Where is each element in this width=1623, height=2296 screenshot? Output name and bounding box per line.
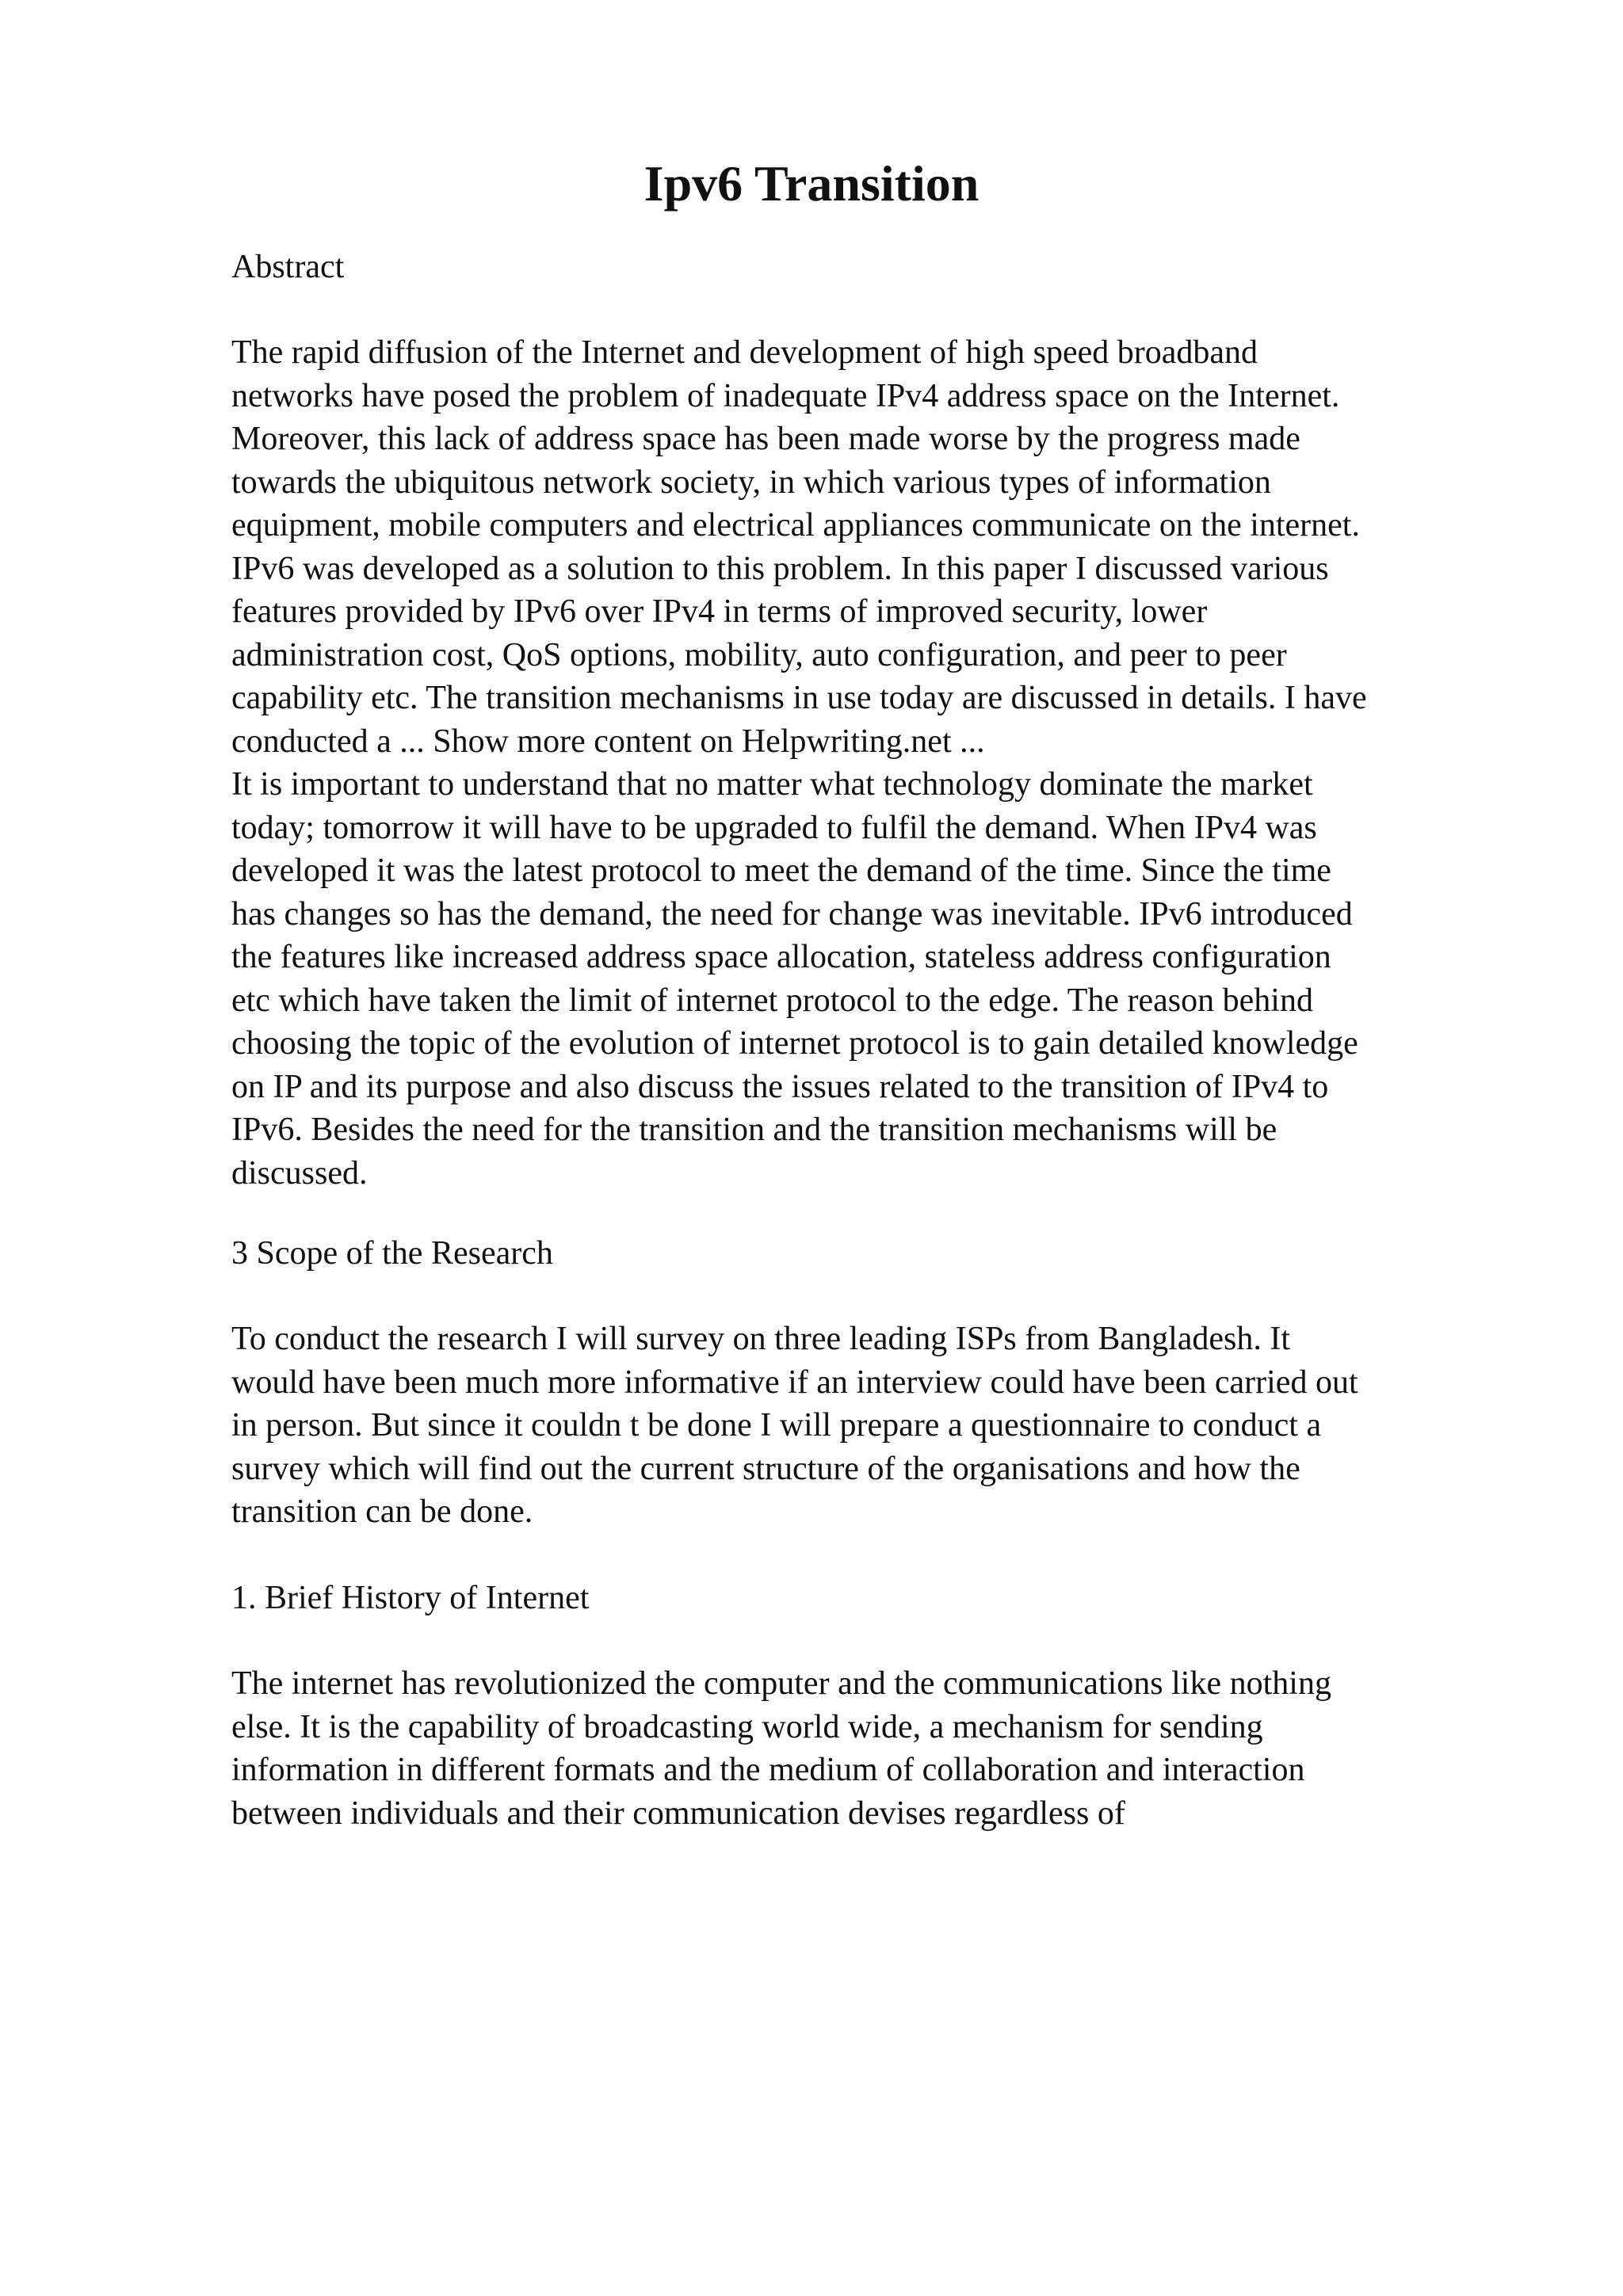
scope-body <box>231 1318 1515 1534</box>
abstract-heading: Abstract <box>231 249 345 285</box>
abstract-line: IPv6 was developed as a solution to this problem. In this paper I discussed various <box>231 550 1329 587</box>
abstract-line: towards the ubiquitous network society, in which various types of information <box>231 463 1271 501</box>
abstract-body <box>231 331 1515 1195</box>
abstract-line: The rapid diffusion of the Internet and development of high speed broadband <box>231 334 1258 371</box>
scope-line: transition can be done. <box>231 1493 533 1530</box>
history-body <box>231 1662 1515 1835</box>
scope-line: To conduct the research I will survey on three leading ISPs from Bangladesh. It <box>231 1321 1291 1357</box>
abstract-line: on IP and its purpose and also discuss the issues related to the transition of IPv4 to <box>231 1068 1329 1105</box>
abstract-line: administration cost, QoS options, mobility, auto configuration, and peer to peer <box>231 636 1287 673</box>
history-line: between individuals and their communication devises regardless of <box>231 1794 1125 1832</box>
abstract-line: It is important to understand that no matter what technology dominate the market <box>231 766 1313 803</box>
abstract-line: choosing the topic of the evolution of internet protocol is to gain detailed knowledge <box>231 1025 1358 1062</box>
scope-heading: 3 Scope of the Research <box>231 1235 553 1272</box>
abstract-line: developed it was the latest protocol to meet the demand of the time. Since the time <box>231 852 1331 889</box>
history-line: information in different formats and the medium of collaboration and interaction <box>231 1752 1305 1788</box>
history-line: The internet has revolutionized the computer and the communications like nothing <box>231 1665 1331 1702</box>
scope-line: would have been much more informative if an interview could have been carried out <box>231 1363 1358 1401</box>
abstract-line: features provided by IPv6 over IPv4 in terms of improved security, lower <box>231 593 1208 630</box>
scope-line: in person. But since it couldn t be done I will prepare a questionnaire to conduct a <box>231 1407 1322 1444</box>
abstract-line: networks have posed the problem of inadequate IPv4 address space on the Internet. <box>231 377 1340 414</box>
document-title: Ipv6 Transition <box>643 155 980 212</box>
abstract-line: equipment, mobile computers and electrical appliances communicate on the internet. <box>231 507 1360 543</box>
abstract-line: discussed. <box>231 1154 368 1192</box>
abstract-line: Moreover, this lack of address space has been made worse by the progress made <box>231 421 1300 457</box>
abstract-line: etc which have taken the limit of internet protocol to the edge. The reason behind <box>231 982 1313 1019</box>
abstract-line: IPv6. Besides the need for the transition and the transition mechanisms will be <box>231 1112 1277 1148</box>
abstract-line: has changes so has the demand, the need for change was inevitable. IPv6 introduced <box>231 895 1353 933</box>
abstract-line: today; tomorrow it will have to be upgraded to fulfil the demand. When IPv4 was <box>231 809 1317 846</box>
history-heading: 1. Brief History of Internet <box>231 1580 590 1616</box>
abstract-line: the features like increased address space allocation, stateless address configuration <box>231 939 1331 975</box>
abstract-line: conducted a ... Show more content on Helpwriting.net ... <box>231 723 985 760</box>
abstract-line: capability etc. The transition mechanisms in use today are discussed in details. I have <box>231 680 1367 716</box>
history-line: else. It is the capability of broadcasting world wide, a mechanism for sending <box>231 1708 1263 1745</box>
scope-line: survey which will find out the current structure of the organisations and how the <box>231 1450 1300 1487</box>
